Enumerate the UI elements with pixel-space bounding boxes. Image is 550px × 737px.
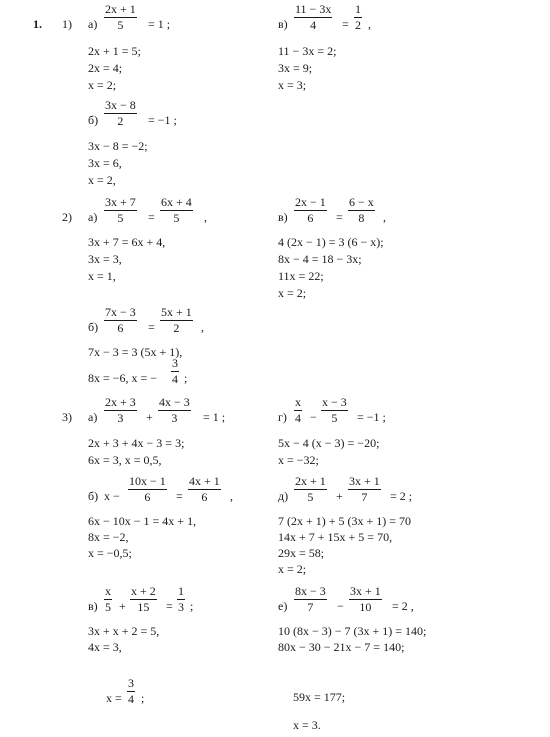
solution-step: x = 2; [278,562,307,576]
punctuation: , [383,210,386,224]
solution-step: x = 2; [278,286,307,300]
solution-step: 2x = 4; [88,61,123,75]
minus-sign: − [337,599,344,613]
item-2v-label: в) [278,210,288,224]
item-3d-label: д) [278,489,289,503]
equation-rhs: = 1 ; [203,410,226,424]
equation-rhs: = 1 ; [148,17,171,31]
solution-step: 4x = 3, [88,640,122,654]
fraction: 3 4 [172,356,178,386]
equation-rhs: = −1 ; [148,113,177,127]
fraction: 2x + 1 5 [105,2,136,32]
equation-rhs: = −1 ; [357,410,386,424]
solution-step: x = 2, [88,173,116,187]
solution-step: x = [106,691,122,705]
punctuation: ; [141,691,145,705]
fraction: 6 − x 8 [349,195,374,225]
solution-step: 80x − 30 − 21x − 7 = 140; [278,640,405,654]
fraction: 6x + 4 5 [161,195,192,225]
plus-sign: + [146,410,153,424]
solution-step: x = 3. [293,718,321,732]
solution-step: 10 (8x − 3) − 7 (3x + 1) = 140; [278,624,427,638]
part-3-label: 3) [62,410,72,424]
punctuation: ; [190,599,194,613]
equals-sign: = [166,599,173,613]
item-3b-label: б) [88,489,99,503]
solution-step: 7x − 3 = 3 (5x + 1), [88,345,183,359]
fraction: 8x − 3 7 [295,584,326,614]
item-1v-label: в) [278,17,288,31]
item-2b-label: б) [88,320,99,334]
punctuation: , [201,320,204,334]
fraction: 10x − 1 6 [129,474,166,504]
punctuation: , [204,210,207,224]
solution-step: 3x + 7 = 6x + 4, [88,235,166,249]
solution-step: 14x + 7 + 15x + 5 = 70, [278,530,393,544]
item-3a-label: а) [88,410,98,424]
minus-sign: − [310,410,317,424]
punctuation: ; [184,371,188,385]
equals-sign: = [342,17,349,31]
fraction: x 4 [295,395,301,425]
solution-step: x = 2; [88,78,117,92]
fraction: 3 4 [128,676,134,706]
solution-step: 8x − 4 = 18 − 3x; [278,252,362,266]
solution-step: x = −0,5; [88,546,132,560]
solution-step: 3x + x + 2 = 5, [88,624,160,638]
fraction: 2x + 3 3 [105,395,136,425]
item-3g-label: г) [278,410,287,424]
solution-step: 6x = 3, x = 0,5, [88,453,162,467]
item-1b-label: б) [88,113,99,127]
punctuation: , [230,489,233,503]
solution-step: 5x − 4 (x − 3) = −20; [278,436,380,450]
solution-step: 59x = 177; [293,690,346,704]
item-3e-label: е) [278,599,288,613]
solution-step: 6x − 10x − 1 = 4x + 1, [88,514,197,528]
fraction: 3x + 7 5 [105,195,136,225]
problem-number: 1. [33,17,42,31]
item-2a-label: а) [88,210,98,224]
solution-step: 4 (2x − 1) = 3 (6 − x); [278,235,384,249]
fraction: 3x − 8 2 [105,98,136,128]
equation-prefix: x − [104,489,120,503]
equation-rhs: = 2 , [392,599,414,613]
solution-step: 8x = −6, x = − [88,371,158,385]
fraction: 11 − 3x 4 [295,2,332,32]
equals-sign: = [148,210,155,224]
solution-step: x = 3; [278,78,307,92]
equals-sign: = [176,489,183,503]
solution-step: x = 1, [88,269,116,283]
fraction: x + 2 15 [131,584,156,614]
fraction: 3x + 1 10 [350,584,381,614]
solution-step: 3x = 9; [278,61,313,75]
solution-step: 3x = 6, [88,156,122,170]
plus-sign: + [336,489,343,503]
fraction: 5x + 1 2 [161,305,192,335]
fraction: x − 3 5 [322,395,347,425]
fraction: 4x + 1 6 [189,474,220,504]
fraction: x 5 [105,584,111,614]
plus-sign: + [119,599,126,613]
fraction: 2x − 1 6 [295,195,326,225]
item-3v-label: в) [88,599,98,613]
solution-step: 29x = 58; [278,546,325,560]
fraction: 7x − 3 6 [105,305,136,335]
solution-step: x = −32; [278,453,319,467]
item-1a-label: а) [88,17,98,31]
punctuation: , [368,17,371,31]
fraction: 1 3 [178,584,184,614]
solution-step: 11 − 3x = 2; [278,44,337,58]
solution-step: 7 (2x + 1) + 5 (3x + 1) = 70 [278,514,412,528]
solution-step: 2x + 1 = 5; [88,44,141,58]
part-2-label: 2) [62,210,72,224]
part-1-label: 1) [62,17,72,31]
fraction: 3x + 1 7 [349,474,380,504]
solution-step: 11x = 22; [278,269,324,283]
solution-step: 3x = 3, [88,252,122,266]
equation-rhs: = 2 ; [390,489,413,503]
solution-step: 8x = −2, [88,530,129,544]
fraction: 4x − 3 3 [159,395,190,425]
solution-step: 3x − 8 = −2; [88,139,148,153]
fraction: 2x + 1 5 [295,474,326,504]
solution-step: 2x + 3 + 4x − 3 = 3; [88,436,185,450]
equals-sign: = [148,320,155,334]
fraction: 1 2 [355,2,361,32]
equals-sign: = [336,210,343,224]
